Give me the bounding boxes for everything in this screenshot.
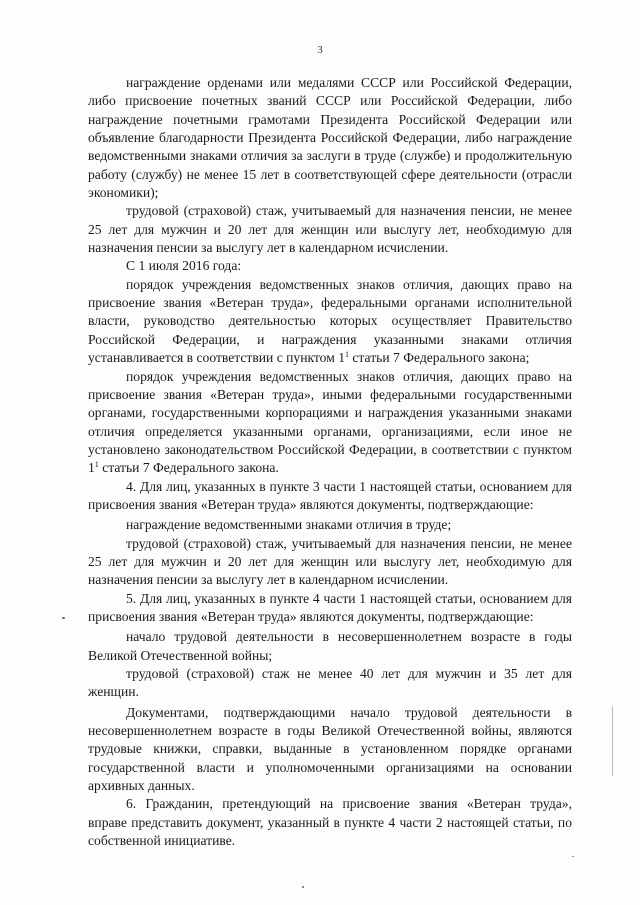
scan-speck <box>62 617 65 619</box>
paragraph-13: 6. Гражданин, претендующий на присвоение звания «Ветеран труда», вправе представить документ, указанный в пункте 4 части 2 настоящей статьи, по собственной инициативе. <box>88 796 572 849</box>
paragraph-3: С 1 июля 2016 года: <box>126 258 242 274</box>
page-number: 3 <box>317 44 323 56</box>
paragraph-4: порядок учреждения ведомственных знаков отличия, дающих право на присвоение звания «Ветеран труда», федеральными органами исполнительной власти, руководство деятельностью которых осуществляет Правительство Российской Федерации, и награждения указанными знаками отличия устанавливается в соответствии с пунктом $1^1$ статьи 7 Федерального закона; <box>88 276 572 366</box>
paragraph-8: трудовой (страховой) стаж, учитываемый для назначения пенсии, не менее 25 лет для мужчин и 20 лет для женщин или выслугу лет, необходимую для назначения пенсии за выслугу лет в календарном исчислении. <box>88 535 572 588</box>
paragraph-12: Документами, подтверждающими начало трудовой деятельности в несовершеннолетнем возрасте в годы Великой Отечественной войны, являются трудовые книжки, справки, выданные в установленном порядке органами государственной власти и уполномоченными организациями на основании архивных данных. <box>88 704 572 794</box>
document-body <box>88 74 572 850</box>
paragraph-7: награждение ведомственными знаками отличия в труде; <box>126 517 452 533</box>
paragraph-5: порядок учреждения ведомственных знаков отличия, дающих право на присвоение звания «Ветеран труда», иными федеральными государственными органами, государственными корпорациями и награждения указанными знаками отличия определяется указанными органами, организациями, если иное не установлено законодательством Российской Федерации, в соответствии с пунктом $1^1$ статьи 7 Федерального закона. <box>88 368 572 476</box>
scan-speck <box>572 856 574 857</box>
superscript: 1 <box>345 350 349 360</box>
paragraph-6: 4. Для лиц, указанных в пункте 3 части 1 настоящей статьи, основанием для присвоения звания «Ветеран труда» являются документы, подтверждающие: <box>88 478 572 512</box>
paragraph-9: 5. Для лиц, указанных в пункте 4 части 1 настоящей статьи, основанием для присвоения звания «Ветеран труда» являются документы, подтверждающие: <box>88 590 572 624</box>
paragraph-1: награждение орденами или медалями СССР или Российской Федерации, либо присвоение почетных званий СССР или Российской Федерации, либо награждение почетными грамотами Президента Российской Федерации или объявление благодарности Президента Российской Федерации, либо награждение ведомственными знаками отличия за заслуги в труде (службе) и продолжительную работу (службу) не менее 15 лет в соответствующей сфере деятельности (отрасли экономики); <box>88 75 572 201</box>
paragraph-11: трудовой (страховой) стаж не менее 40 лет для мужчин и 35 лет для женщин. <box>88 666 572 700</box>
scan-speck <box>302 886 304 888</box>
paragraph-2: трудовой (страховой) стаж, учитываемый для назначения пенсии, не менее 25 лет для мужчин и 20 лет для женщин или выслугу лет, необходимую для назначения пенсии за выслугу лет в календарном исчислении. <box>88 203 572 256</box>
superscript: 1 <box>94 460 99 470</box>
scan-speck <box>612 706 613 776</box>
paragraph-10: начало трудовой деятельности в несовершеннолетнем возрасте в годы Великой Отечественной войны; <box>88 629 572 663</box>
